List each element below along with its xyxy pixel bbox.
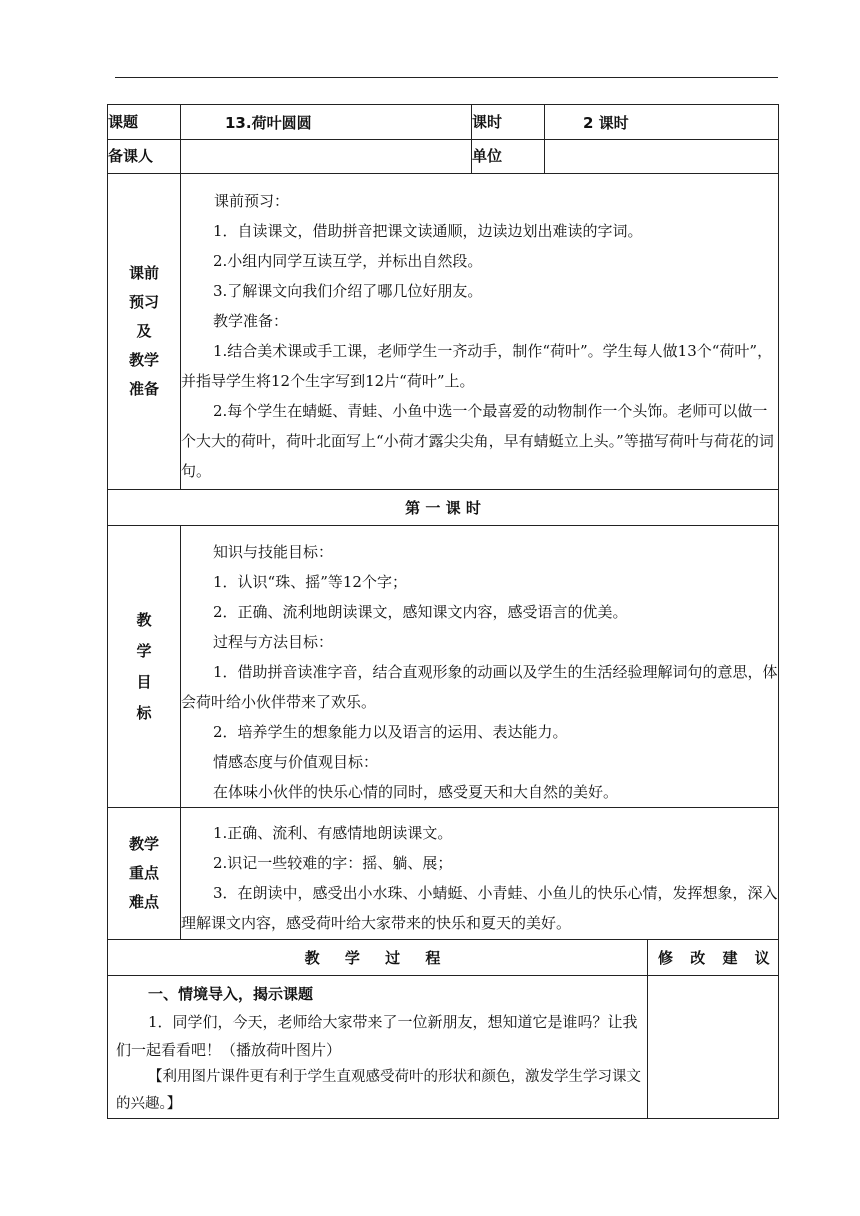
keypoints-row xyxy=(108,808,779,940)
process-header: 教 学 过 程 xyxy=(108,940,648,976)
section1-text: 1．同学们，今天，老师给大家带来了一位新朋友，想知道它是谁吗？让我们一起看看吧！（播放荷叶图片） xyxy=(116,1013,638,1059)
revise-header: 修 改 建 议 xyxy=(648,940,779,976)
goals-line: 过程与方法目标： xyxy=(213,633,334,651)
keypoints-label-line: 教学 xyxy=(128,835,159,853)
keypoints-line: 2.识记一些较难的字：摇、躺、展； xyxy=(213,854,453,872)
period-value: 2 课时 xyxy=(545,105,779,140)
lesson-title-row xyxy=(108,490,779,526)
prep-line: 2.小组内同学互读互学，并标出自然段。 xyxy=(213,252,483,270)
goals-line: 知识与技能目标： xyxy=(213,543,334,561)
goals-label-line: 教 xyxy=(136,610,152,629)
process-header-row xyxy=(108,940,779,976)
topic-row xyxy=(108,105,779,140)
goals-content xyxy=(181,526,779,808)
goals-line: 在体味小伙伴的快乐心情的同时，感受夏天和大自然的美好。 xyxy=(213,783,619,801)
goals-row xyxy=(108,526,779,808)
prep-label xyxy=(108,174,181,490)
goals-line: 1．借助拼音读准字音，结合直观形象的动画以及学生的生活经验理解词句的意思，体会荷叶给小伙伴带来了欢乐。 xyxy=(181,663,778,711)
prep-line: 2.每个学生在蜻蜓、青蛙、小鱼中选一个最喜爱的动物制作一个头饰。老师可以做一个大大的荷叶，荷叶北面写上“小荷才露尖尖角，早有蜻蜓立上头。”等描写荷叶与荷花的词句。 xyxy=(181,402,774,480)
keypoints-content xyxy=(181,808,779,940)
prep-label-line: 教学 xyxy=(128,351,159,369)
section1-note: 【利用图片课件更有利于学生直观感受荷叶的形状和颜色，激发学生学习课文的兴趣。】 xyxy=(116,1069,641,1112)
prep-row xyxy=(108,174,779,490)
keypoints-line: 3．在朗读中，感受出小水珠、小蜻蜓、小青蛙、小鱼儿的快乐心情，发挥想象，深入理解课文内容，感受荷叶给大家带来的快乐和夏天的美好。 xyxy=(181,884,778,932)
process-body-row xyxy=(108,976,779,1119)
lesson-title: 第 一 课 时 xyxy=(108,490,779,526)
page-header-rule xyxy=(115,77,778,78)
period-label: 课时 xyxy=(472,105,545,140)
prep-line: 教学准备： xyxy=(213,312,289,330)
section1-title: 一、情境导入，揭示课题 xyxy=(148,985,314,1003)
preparer-row xyxy=(108,140,779,174)
goals-label-line: 目 xyxy=(136,672,152,691)
prep-label-line: 及 xyxy=(136,322,152,340)
prep-label-line: 课前 xyxy=(128,264,159,282)
preparer-value xyxy=(181,140,472,174)
unit-value xyxy=(545,140,779,174)
revise-cell xyxy=(648,976,779,1119)
goals-line: 情感态度与价值观目标： xyxy=(213,753,379,771)
keypoints-line: 1.正确、流利、有感情地朗读课文。 xyxy=(213,824,453,842)
prep-line: 课前预习： xyxy=(214,192,290,210)
goals-line: 2．培养学生的想象能力以及语言的运用、表达能力。 xyxy=(213,723,568,741)
preparer-label: 备课人 xyxy=(108,140,181,174)
keypoints-label-line: 难点 xyxy=(128,893,159,911)
prep-content xyxy=(181,174,779,490)
goals-label xyxy=(108,526,181,808)
goals-label-line: 学 xyxy=(136,641,152,660)
topic-value: 13.荷叶圆圆 xyxy=(181,105,472,140)
keypoints-label xyxy=(108,808,181,940)
goals-label-line: 标 xyxy=(136,703,152,722)
keypoints-label-line: 重点 xyxy=(128,864,159,882)
goals-line: 1．认识“珠、摇”等12个字； xyxy=(213,573,407,591)
topic-label: 课题 xyxy=(108,105,181,140)
prep-line: 1．自读课文，借助拼音把课文读通顺，边读边划出难读的字词。 xyxy=(213,222,643,240)
prep-label-line: 预习 xyxy=(128,293,159,311)
goals-line: 2．正确、流利地朗读课文，感知课文内容，感受语言的优美。 xyxy=(213,603,628,621)
prep-line: 1.结合美术课或手工课，老师学生一齐动手，制作“荷叶”。学生每人做13个“荷叶”，并指导学生将12个生字写到12片“荷叶”上。 xyxy=(181,342,773,390)
process-content xyxy=(108,976,648,1119)
prep-label-line: 准备 xyxy=(128,380,159,398)
lesson-plan-table xyxy=(107,104,779,1119)
prep-line: 3.了解课文向我们介绍了哪几位好朋友。 xyxy=(213,282,483,300)
unit-label: 单位 xyxy=(472,140,545,174)
